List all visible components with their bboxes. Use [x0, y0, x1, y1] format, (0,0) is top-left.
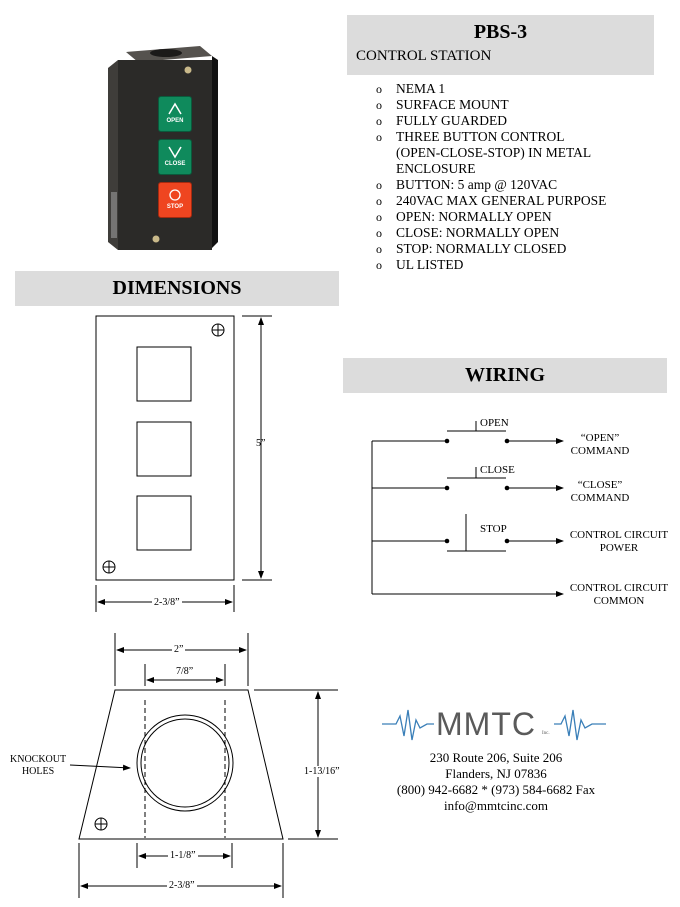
output-label-open-command: “OPEN” COMMAND — [570, 432, 630, 457]
address-line-1: 230 Route 206, Suite 206 — [429, 750, 563, 765]
button-cutout — [137, 347, 191, 401]
knockout-hole — [137, 715, 233, 811]
stop-button-label: STOP — [166, 204, 184, 210]
email-link[interactable]: info@mmtcinc.com — [443, 798, 549, 813]
feature-item: o CLOSE: NORMALLY OPEN — [368, 225, 606, 241]
mounting-hole-icon — [212, 324, 224, 336]
model-title: PBS-3 — [473, 21, 528, 43]
open-button-label: OPEN — [166, 118, 184, 124]
side-view-outline — [79, 690, 283, 839]
side-bottom-width-label: 2-3/8” — [169, 880, 195, 891]
feature-item: o 240VAC MAX GENERAL PURPOSE — [368, 193, 606, 209]
switch-label-close: CLOSE — [480, 464, 515, 476]
feature-item: o OPEN: NORMALLY OPEN — [368, 209, 606, 225]
switch-label-stop: STOP — [480, 523, 507, 535]
feature-item: o SURFACE MOUNT — [368, 97, 606, 113]
front-view-outline — [96, 316, 234, 580]
button-cutout — [137, 496, 191, 550]
knockout-holes-label: KNOCKOUT HOLES — [10, 754, 67, 777]
side-height-label: 1-13/16” — [304, 766, 340, 777]
mounting-hole-icon — [103, 561, 115, 573]
feature-item: o BUTTON: 5 amp @ 120VAC — [368, 177, 606, 193]
output-label-close-command: “CLOSE” COMMAND — [570, 479, 630, 504]
feature-item: o UL LISTED — [368, 257, 606, 273]
phone-line: (800) 942-6682 * (973) 584-6682 Fax — [396, 782, 596, 797]
wiring-title: WIRING — [464, 364, 545, 386]
switch-label-open: OPEN — [480, 417, 509, 429]
company-address — [380, 750, 612, 814]
feature-item: o FULLY GUARDED — [368, 113, 606, 129]
logo-sub: Inc. — [542, 731, 550, 736]
feature-item: o THREE BUTTON CONTROL (OPEN-CLOSE-STOP) IN METAL ENCLOSURE — [368, 129, 606, 177]
height-label: 5” — [256, 438, 266, 449]
address-line-2: Flanders, NJ 07836 — [445, 766, 547, 781]
output-label-control-power: CONTROL CIRCUIT POWER — [569, 529, 669, 554]
product-subtitle: CONTROL STATION — [356, 48, 492, 64]
close-button-label: CLOSE — [164, 161, 186, 167]
side-top-width-label: 2” — [174, 644, 184, 655]
feature-item: o STOP: NORMALLY CLOSED — [368, 241, 606, 257]
side-hole-label: 1-1/8” — [170, 850, 196, 861]
width-label: 2-3/8” — [154, 597, 180, 608]
wiring-diagram — [372, 421, 563, 594]
button-cutout — [137, 422, 191, 476]
dimensions-title: DIMENSIONS — [112, 277, 242, 299]
mounting-hole-icon — [95, 818, 107, 830]
output-label-control-common: CONTROL CIRCUIT COMMON — [569, 582, 669, 607]
logo-text: MMTC — [436, 706, 536, 742]
feature-item: o NEMA 1 — [368, 81, 606, 97]
company-logo — [436, 706, 552, 742]
side-inner-width-label: 7/8” — [176, 666, 194, 677]
